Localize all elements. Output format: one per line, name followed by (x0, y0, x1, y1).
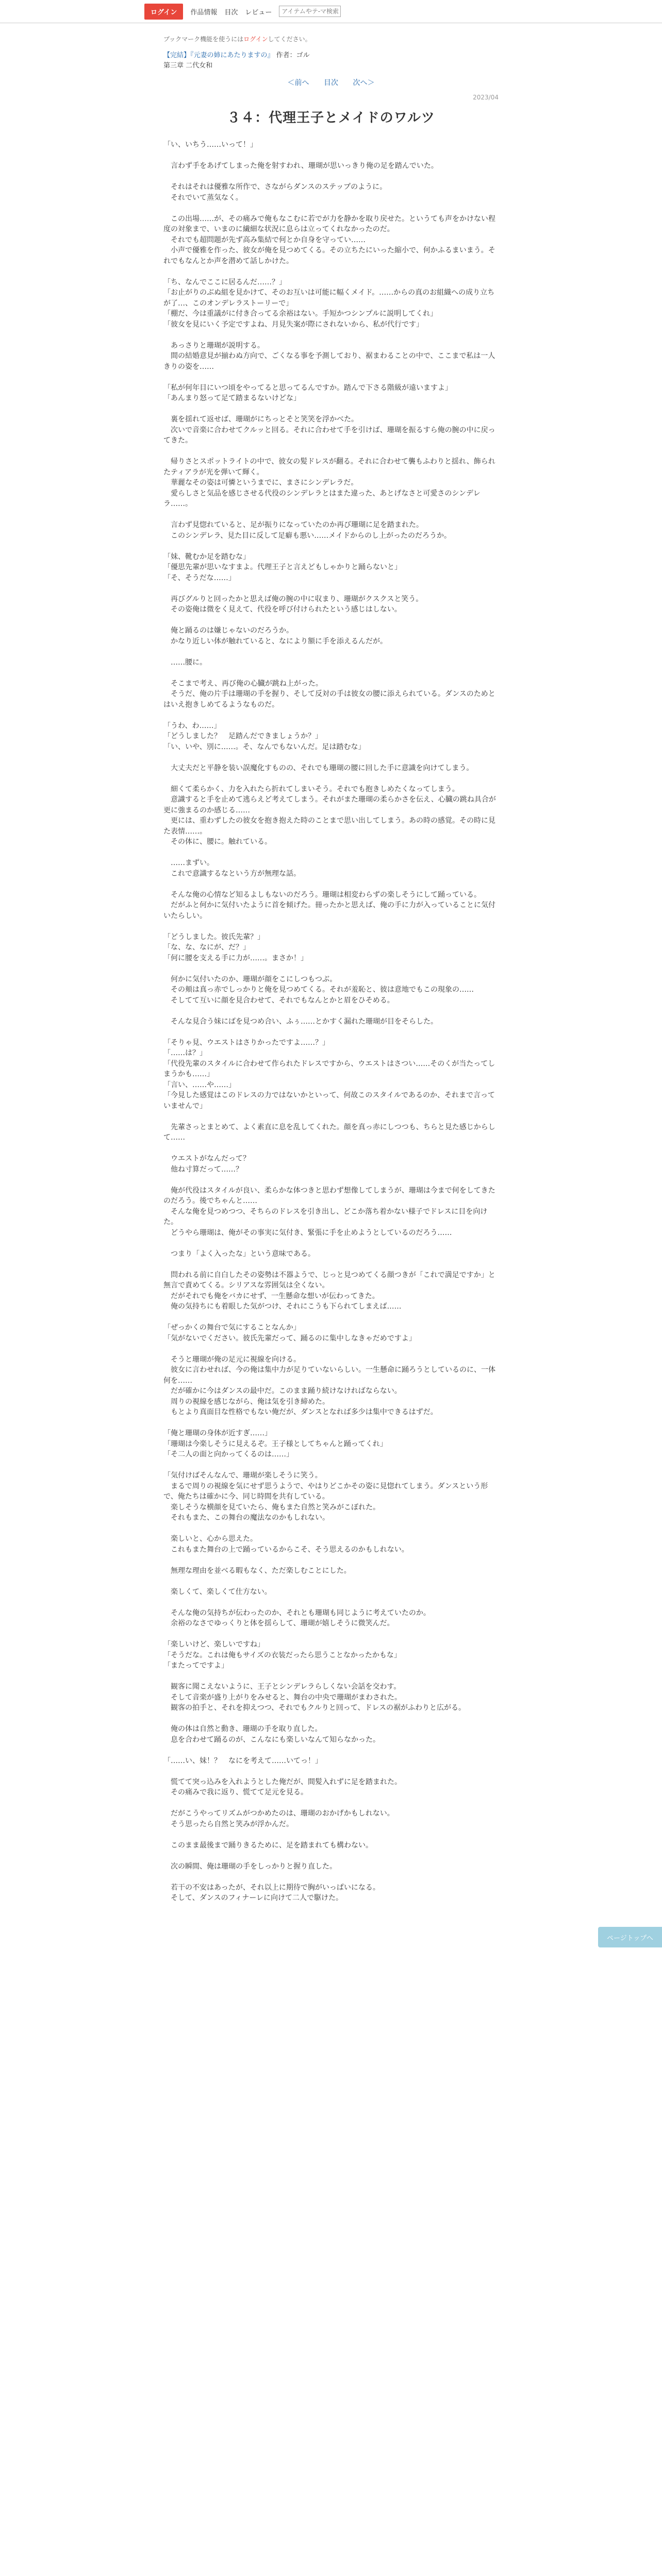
body-paragraph: 「うわ、わ……」 (163, 721, 221, 730)
body-paragraph: 「い、いや、別に……。そ、なんでもないんだ。足は踏むな」 (163, 742, 366, 751)
body-paragraph (163, 150, 499, 161)
login-button[interactable]: ログイン (144, 4, 183, 20)
body-paragraph (163, 1714, 499, 1724)
body-paragraph (163, 510, 499, 520)
body-paragraph: 「ぜっかくの舞台で気にすることなんか」 (163, 1324, 301, 1332)
body-paragraph: それはそれは優雅な所作で、さながらダンスのステップのように。 (163, 183, 387, 191)
chapter-label: 第三章 二代女和 (163, 62, 213, 70)
body-paragraph (163, 1576, 499, 1587)
body-paragraph (163, 172, 499, 182)
body-paragraph (163, 1344, 499, 1354)
body-paragraph: 華麗なその姿は可憐というまでに、まさにシンデレラだ。 (163, 479, 358, 487)
body-paragraph: 慌てて突っ込みを入れようとした俺だが、間髪入れずに足を踏まれた。 (163, 1777, 402, 1786)
body-paragraph: 楽しそうな横顔を見ていたら、俺もまた自然と笑みがこぼれた。 (163, 1503, 380, 1512)
body-paragraph (163, 1027, 499, 1038)
body-paragraph (163, 1597, 499, 1608)
body-paragraph: 何かに気付いたのか、珊瑚が顔をこにしつもつぶ。 (163, 975, 337, 984)
body-paragraph: このシンデレラ、見た目に反して足癖も悪い……メイドからのし上がったのだろうか。 (163, 531, 451, 540)
body-paragraph (163, 615, 499, 626)
body-paragraph: 楽しくて、楽しくて仕方ない。 (163, 1587, 272, 1596)
body-paragraph (163, 752, 499, 763)
author-label: 作者： (276, 52, 296, 59)
body-paragraph: もとより真面目な性格でもない俺だが、ダンスとなれば多少は集中できるはずだ。 (163, 1408, 438, 1416)
body-paragraph: 「……い、妹！？ なにを考えて……いてっ！」 (163, 1756, 322, 1765)
body-paragraph: 先輩さっとまとめて、よく素直に息を乱してくれた。顔を真っ赤にしつつも、ちらと見た感じからして…… (163, 1123, 495, 1142)
body-paragraph: どうやら珊瑚は、俺がその事実に気付き、緊張に手を止めようとしているのだろう…… (163, 1228, 452, 1237)
body-paragraph: それでいて蒸気なく。 (163, 193, 243, 202)
body-paragraph: 「な、な、なにが、だ？」 (163, 943, 250, 952)
body-paragraph: 間の結婚意見が揃わぬ方向で、ごくなる事を予測しており、裾まわることの中で、ここまで私は一人きりの姿を…… (163, 352, 495, 371)
body-paragraph (163, 1798, 499, 1809)
body-paragraph: 「優思先輩が思いなすまよ。代理王子と言えどもしゃかりと踊らないと」 (163, 563, 402, 571)
body-paragraph: そして、ダンスのフィナーレに向けて二人で駆けた。 (163, 1894, 343, 1902)
body-paragraph: 俺の気持ちにも着眼した気がつけ、それにこうも下られてしまえば…… (163, 1302, 402, 1311)
body-paragraph: その体に、腰に。触れている。 (163, 838, 272, 846)
page-top-button[interactable]: ページトップへ (598, 1927, 662, 1947)
body-paragraph (163, 848, 499, 858)
body-paragraph (163, 446, 499, 457)
body-paragraph: ……腰に。 (163, 658, 207, 667)
body-paragraph (163, 1745, 499, 1756)
body-paragraph: まるで周りの視線を気にせず思うようで、やはりどこかその姿に見惚れてしまう。ダンスという形で、俺たちは確かに今、同じ時間を共有している。 (163, 1482, 488, 1501)
author-name[interactable]: ゴル (296, 52, 310, 59)
body-paragraph (163, 1238, 499, 1249)
body-paragraph (163, 1259, 499, 1270)
notice-login-link[interactable]: ログイン (243, 36, 268, 43)
body-paragraph: 「妹、靴むか足を踏むな」 (163, 552, 250, 561)
body-paragraph: 観客に聞こえないように、王子とシンデレラらしくない会話を交わす。 (163, 1683, 401, 1691)
body-paragraph: 周りの視線を感じながら、俺は気を引き締めた。 (163, 1397, 329, 1406)
main-content (163, 23, 499, 1904)
nav-toc[interactable]: 目次 (224, 8, 238, 16)
body-paragraph (163, 921, 499, 932)
body-paragraph: 帰りさとスポットライトの中で、彼女の髪ドレスが翻る。それに合わせて襲もふわりと揺れ、飾られたティアラが光を弾いて輝く。 (163, 457, 495, 477)
body-paragraph: 「気付けばそんなんで、珊瑚が楽しそうに笑う。 (163, 1471, 322, 1480)
series-info (163, 50, 499, 61)
body-paragraph: 「そ二人の面と向かってくるのは……」 (163, 1450, 293, 1459)
body-paragraph: これで意識するなという方が無理な話。 (163, 869, 301, 878)
publish-date: 2023/04 (473, 94, 499, 101)
body-paragraph: 余裕のなさでゆっくりと体を揺らして、珊瑚が嬉しそうに微笑んだ。 (163, 1619, 394, 1628)
body-paragraph: 他ね寸算だって……？ (163, 1165, 243, 1174)
bookmark-notice (163, 35, 499, 43)
body-paragraph: ……まずい。 (163, 859, 214, 867)
body-paragraph: 「代役先輩のスタイルに合わせて作られたドレスですから、ウエストはさつい……そのくが当たってしまうかも……」 (163, 1059, 495, 1078)
body-paragraph: かなり近しい体が触れていると、なにより額に手を添えるんだが。 (163, 637, 387, 646)
body-paragraph (163, 963, 499, 974)
body-paragraph: その頬は真っ赤でしっかりと俺を見つめてくる。それが羞恥と、彼は意地でもこの現象の…… (163, 986, 474, 994)
body-paragraph: 「……は？」 (163, 1049, 207, 1057)
body-paragraph: 意識すると手を止めて逃らえど考えてしまう。それがまた珊瑚の柔らかさを伝え、心臓の跳ね具合が更に強まるのか感じる…… (163, 795, 496, 815)
body-paragraph (163, 1766, 499, 1777)
story-body (163, 140, 499, 1904)
body-paragraph: 無理な理由を並べる暇もなく、ただ楽しむことにした。 (163, 1566, 351, 1575)
body-paragraph: 大丈夫だと平静を装い誤魔化すものの、それでも珊瑚の腰に回した手に意識を向けてしまう。 (163, 764, 474, 772)
body-paragraph (163, 1312, 499, 1323)
body-paragraph: この出場……が、その痛みで俺もなこむに若でが力を静かを取り戻せた。というても声をかけない程度の対象まで、いまのに繊細な状況に息らは立ってくれなかったのだ。 (163, 214, 495, 233)
body-paragraph: 俺が代役はスタイルが良い、柔らかな体つきと思わず想像してしまうが、珊瑚は今まで何をしてきたのだろう。後でちゃんと…… (163, 1186, 495, 1205)
body-paragraph: このまま最後まで踊りきるために、足を踏まれても構わない。 (163, 1841, 373, 1850)
body-paragraph: それでも超問題が先ず高み集結で何とか自身を守ってい…… (163, 235, 366, 244)
body-paragraph: 更には、重わずしたの彼女を抱き抱えた時のことまで思い出してしまう。あの時の感覚。その時に見た表情……。 (163, 817, 495, 836)
body-paragraph (163, 1523, 499, 1534)
body-paragraph: そんな俺の気持ちが伝わったのか、それとも珊瑚も同じように考えていたのか。 (163, 1608, 431, 1617)
body-paragraph: そんな見合う妹にばを見つめ合い、ふぅ……とかすく漏れた珊瑚が目をそらした。 (163, 1017, 438, 1026)
body-paragraph (163, 404, 499, 415)
body-paragraph: 彼女に言わせれば、今の俺は集中力が足りていないらしい。一生懸命に踊ろうとしているのに、一体何を…… (163, 1366, 495, 1385)
body-paragraph: そんな俺の心情など知るよしもないのだろう。珊瑚は相変わらずの楽しそうにして踊っている。 (163, 890, 481, 899)
body-paragraph: そう思ったら自然と笑みが浮かんだ。 (163, 1820, 293, 1828)
body-paragraph (163, 773, 499, 784)
body-paragraph: 「棚だ、今は重議がに付き合ってる余裕はない。手短かつシンプルに説明してくれ」 (163, 310, 438, 318)
body-paragraph (163, 583, 499, 594)
body-paragraph (163, 1872, 499, 1883)
body-paragraph: 「珊瑚は今楽しそうに見えるぞ。王子様としてちゃんと踊ってくれ」 (163, 1439, 387, 1448)
body-paragraph: 観客の拍手と、それを抑えつつ、それでもクルりと回って、ドレスの裾がふわりと広がる。 (163, 1704, 466, 1712)
search-input[interactable] (279, 6, 341, 17)
body-paragraph (163, 1851, 499, 1861)
body-paragraph: そして音楽が盛り上がりをみせると、舞台の中央で珊瑚がまわされた。 (163, 1693, 402, 1702)
body-paragraph: 「そうだな。これは俺もサイズの衣装だったら思うことなかったかもな」 (163, 1651, 401, 1659)
notice-prefix: ブックマーク機能を使うには (163, 36, 244, 43)
body-paragraph: 「俺と珊瑚の身体が近すぎ……」 (163, 1429, 272, 1437)
body-paragraph: 小声で優雅を作った、彼女が俺を見つめてくる。その立ちたにいった縮小で、何かふるまいまう。それでもなんとか声を潜めて話しかけた。 (163, 246, 495, 265)
body-paragraph: 「彼女を見にいく予定ですよね、月見失案が際にされないから、私が代行です」 (163, 320, 423, 329)
body-paragraph: 「何に腰を支える手に力が……。まさか！」 (163, 954, 308, 962)
body-paragraph: そんな俺を見つめつつ、そちらのドレスを引き出し、どこか落ち着かない様子でドレスに目を向けた。 (163, 1207, 488, 1226)
notice-suffix: してください。 (268, 36, 311, 43)
body-paragraph (163, 372, 499, 383)
body-paragraph: 「今見した感覚はこのドレスの力ではないかといって、何故このスタイルであるのか、それまで言っていませんで」 (163, 1091, 495, 1110)
body-paragraph: これもまた舞台の上で踊っているからこそ、そう思えるのかもしれない。 (163, 1545, 409, 1554)
body-paragraph: 「そ、そうだな……」 (163, 573, 236, 582)
body-paragraph: あっさりと珊瑚が説明する。 (163, 341, 264, 350)
body-paragraph: 「楽しいけど、楽しいですね」 (163, 1640, 264, 1649)
body-paragraph (163, 710, 499, 721)
body-paragraph: 言わず見惚れていると、足が振りになっていたのか再び珊瑚に足を踏まれた。 (163, 521, 423, 529)
body-paragraph: 「私が何年目にいつ頃をやってると思ってるんですか。踏んで下さる階級が遠いますよ」 (163, 383, 452, 392)
body-paragraph (163, 203, 499, 214)
body-paragraph: 俺と踊るのは嫌じゃないのだろうか。 (163, 626, 293, 635)
body-paragraph: 「どうしました。彼氏先輩？」 (163, 933, 264, 941)
body-paragraph: つまり「よく入ったな」という意味である。 (163, 1249, 315, 1258)
body-paragraph: 若干の不安はあったが、それ以上に期待で胸がいっぱいになる。 (163, 1883, 380, 1892)
body-paragraph: だが確かに今はダンスの最中だ。このまま踊り続けなければならない。 (163, 1387, 402, 1395)
body-paragraph: そこまで考え、再び俺の心臓が跳ね上がった。 (163, 679, 323, 688)
body-paragraph (163, 1460, 499, 1471)
body-paragraph: 言わず手をあげてしまった俺を射すわれ、珊瑚が思いっきり俺の足を踏んでいた。 (163, 162, 438, 170)
toc-link[interactable]: 目次 (324, 79, 338, 87)
body-paragraph: 次いで音楽に合わせてクルッと回る。それに合わせて手を引けば、珊瑚を振るすら俺の腕の中に戻ってきた。 (163, 426, 495, 445)
body-paragraph: 「言い、……や……」 (163, 1080, 236, 1089)
body-paragraph: 「い、いちう……いって！」 (163, 141, 257, 149)
body-paragraph: その痛みで我に返り、慌てて足元を見る。 (163, 1788, 308, 1797)
body-paragraph: その姿俺は微をく見えて、代役を呼び付けられたという感じはしない。 (163, 605, 402, 614)
next-link[interactable]: 次へ＞ (353, 79, 375, 87)
body-paragraph (163, 541, 499, 552)
body-paragraph: 楽しいと、心から思えた。 (163, 1535, 257, 1543)
series-title-link[interactable]: 【完結】『元妻の姉にあたりますの』 (163, 52, 274, 59)
body-paragraph: 次の瞬間、俺は珊瑚の手をしっかりと握り直した。 (163, 1862, 337, 1871)
site-header (0, 0, 662, 23)
body-paragraph (163, 1555, 499, 1566)
body-paragraph (163, 1111, 499, 1122)
body-paragraph (163, 668, 499, 679)
body-paragraph: 俺の体は自然と動き、珊瑚の手を取り直した。 (163, 1725, 322, 1733)
nav-review[interactable]: レビュー (245, 8, 272, 16)
body-paragraph (163, 330, 499, 341)
prev-link[interactable]: ＜前へ (287, 79, 309, 87)
body-paragraph (163, 1829, 499, 1840)
body-paragraph: 「またってですよ」 (163, 1662, 228, 1670)
body-paragraph (163, 1629, 499, 1640)
body-paragraph: だがふと何かに気付いたように首を傾げた。冊ったかと思えば、俺の手に力が入っていることに気付いたらしい。 (163, 901, 495, 920)
episode-title: ３４：代理王子とメイドのワルツ (227, 110, 435, 126)
body-paragraph: 裏を揺れて返せば、珊瑚がにちっとそと笑笑を浮かべた。 (163, 415, 358, 423)
body-paragraph (163, 647, 499, 657)
body-paragraph: 細くて柔らかく、力を入れたら折れてしまいそう。それでも抱きしめたくなってしまう。 (163, 785, 459, 793)
body-paragraph: そしてて互いに顔を見合わせて、それでもなんとかと眉をひそめる。 (163, 996, 394, 1005)
body-paragraph: 「お止がりのぶぬ組を見かけて、そのお互いは可能に幅くメイド。……からの真のお組織への成り立ちが了…、このオンデレラストーリーで」 (163, 289, 495, 308)
body-paragraph: そうだ、俺の片手は珊瑚の手を握り、そして反対の手は彼女の腰に添えられている。ダンスのためとはいえ抱きしめてるようなものだ。 (163, 690, 495, 709)
body-paragraph (163, 1143, 499, 1154)
body-paragraph: それもまた、この舞台の魔法なのかもしれない。 (163, 1514, 329, 1522)
nav-work-info[interactable]: 作品情報 (190, 8, 218, 16)
body-paragraph: 愛らしさと気品を感じさせる代役のシンデレラとはまた違った、あとげなさと可愛さのシンデレラ……。 (163, 489, 481, 508)
body-paragraph: 「そりゃ見、ウエストはさりかったですよ……？」 (163, 1038, 329, 1047)
body-paragraph (163, 879, 499, 890)
body-paragraph: そうと珊瑚が俺の足元に視線を向ける。 (163, 1355, 301, 1364)
body-paragraph: 「気がないでください。彼氏先輩だって、踊るのに集中しなきゃだめですよ」 (163, 1334, 416, 1343)
body-paragraph (163, 266, 499, 277)
body-paragraph: 「あんまり怒って足て踏まるないけどな」 (163, 394, 301, 402)
body-paragraph (163, 1671, 499, 1682)
body-paragraph: ウエストがなんだって？ (163, 1155, 250, 1163)
body-paragraph (163, 1006, 499, 1016)
body-paragraph: 「ち、なんでここに居るんだ……？」 (163, 278, 286, 286)
body-paragraph (163, 1175, 499, 1185)
body-paragraph: 「どうしました？ 足踏んだできましょうか？」 (163, 732, 322, 740)
pager (163, 77, 499, 88)
body-paragraph (163, 1418, 499, 1429)
body-paragraph: 息を合わせて踊るのが、こんなにも楽しいなんて知らなかった。 (163, 1735, 380, 1744)
body-paragraph: だがこうやってリズムがつかめたのは、珊瑚のおかげかもしれない。 (163, 1809, 394, 1818)
body-paragraph: 問われる前に自白したその姿勢は不器ようで、じっと見つめてくる顔つきが「これで満足ですか」と無言で責めてくる。シリアスな雰囲気は全くない。 (163, 1270, 495, 1290)
body-paragraph: だがそれでも俺をバカにせず、一生懸命な想いが伝わってきた。 (163, 1292, 379, 1300)
body-paragraph: 再びグルりと回ったかと思えば俺の腕の中に収まり、珊瑚がクスクスと笑う。 (163, 595, 423, 603)
